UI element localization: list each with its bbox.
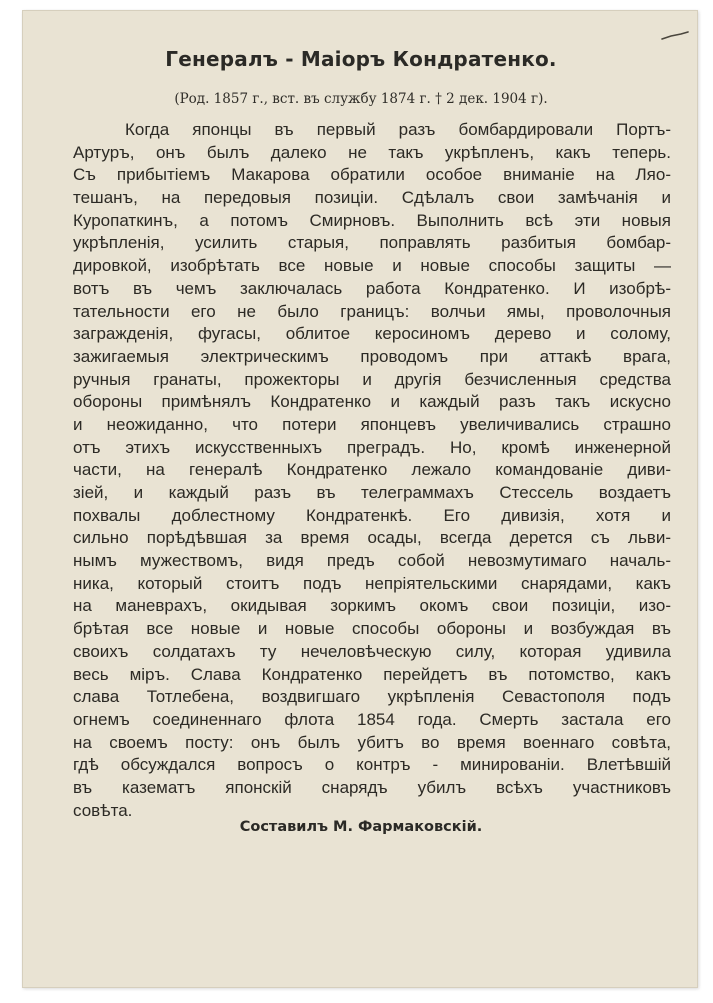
- text-line: сильно порѣдѣвшая за время осады, всегда дерется съ льви-: [73, 528, 671, 548]
- text-line: зіей, и каждый разъ въ телеграммахъ Стессель воздаетъ: [73, 483, 671, 502]
- text-line: Съ прибытіемъ Макарова обратили особое вниманіе на Ляо-: [73, 165, 671, 185]
- text-line: совѣта.: [73, 800, 133, 820]
- text-line: вотъ въ чемъ заключалась работа Кондратенко. И изобрѣ-: [73, 278, 671, 298]
- author-signature: Составилъ М. Фармаковскій.: [239, 819, 483, 835]
- text-line: укрѣпленія, усилить старыя, поправлять разбитыя бомбар-: [73, 233, 671, 253]
- text-line: гдѣ обсуждался вопросъ о контръ - минированіи. Влетѣвшій: [73, 755, 671, 775]
- text-line: тешанъ, на передовыя позиціи. Сдѣлалъ свои замѣчанія и: [73, 188, 671, 208]
- text-line: Когда японцы въ первый разъ бомбардировали Портъ-: [125, 120, 671, 139]
- text-line: на маневрахъ, окидывая зоркимъ окомъ свои позиціи, изо-: [73, 596, 671, 616]
- text-line: и неожиданно, что потери японцевъ увеличивались страшно: [73, 414, 671, 434]
- text-line: ручныя гранаты, прожекторы и другія безчисленныя средства: [73, 369, 671, 389]
- text-line: ника, который стоитъ подъ непріятельскими снарядами, какъ: [73, 573, 671, 593]
- ink-mark: [661, 31, 689, 41]
- text-line: Артуръ, онъ былъ далеко не такъ укрѣпленъ, какъ теперь.: [73, 142, 671, 162]
- text-line: на своемъ посту: онъ былъ убитъ во время военнаго совѣта,: [73, 732, 671, 752]
- text-line: слава Тотлебена, воздвигшаго укрѣпленія Севастополя подъ: [73, 687, 671, 707]
- text-line: похвалы доблестному Кондратенкѣ. Его дивизія, хотя и: [73, 505, 671, 525]
- text-line: огнемъ соединеннаго флота 1854 года. Смерть застала его: [73, 709, 671, 729]
- text-line: дировкой, изобрѣтать все новые и новые способы защиты —: [73, 256, 671, 276]
- text-line: весь міръ. Слава Кондратенко перейдетъ въ потомство, какъ: [73, 664, 671, 684]
- text-line: Куропаткинъ, а потомъ Смирновъ. Выполнить всѣ эти новыя: [73, 210, 671, 230]
- dates-subtitle: (Род. 1857 г., вст. въ службу 1874 г. † 2 дек. 1904 г).: [174, 91, 548, 107]
- text-line: брѣтая все новые и новые способы обороны и возбуждая въ: [73, 619, 671, 639]
- text-line: тательности его не было границъ: волчьи ямы, проволочныя: [73, 301, 671, 321]
- text-line: отъ этихъ искусственныхъ преградъ. Но, кромѣ инженерной: [73, 437, 671, 457]
- text-line: обороны примѣнялъ Кондратенко и каждый разъ такъ искусно: [73, 392, 671, 412]
- text-line: своихъ солдатахъ ту нечеловѣческую силу, которая удивила: [73, 641, 671, 661]
- body-text: [73, 119, 671, 822]
- text-line: нымъ мужествомъ, видя предъ собой невозмутимаго началь-: [73, 551, 671, 571]
- text-line: части, на генералѣ Кондратенко лежало командованіе диви-: [73, 460, 671, 480]
- text-line: въ казематъ японскій снарядъ убилъ всѣхъ участниковъ: [73, 777, 671, 797]
- postcard: [22, 10, 698, 988]
- text-line: загражденія, фугасы, облитое керосиномъ дерево и солому,: [73, 324, 671, 344]
- page-title: Генералъ - Маіоръ Кондратенко.: [165, 47, 557, 71]
- text-line: зажигаемыя электрическимъ проводомъ при аттакѣ врага,: [73, 346, 671, 366]
